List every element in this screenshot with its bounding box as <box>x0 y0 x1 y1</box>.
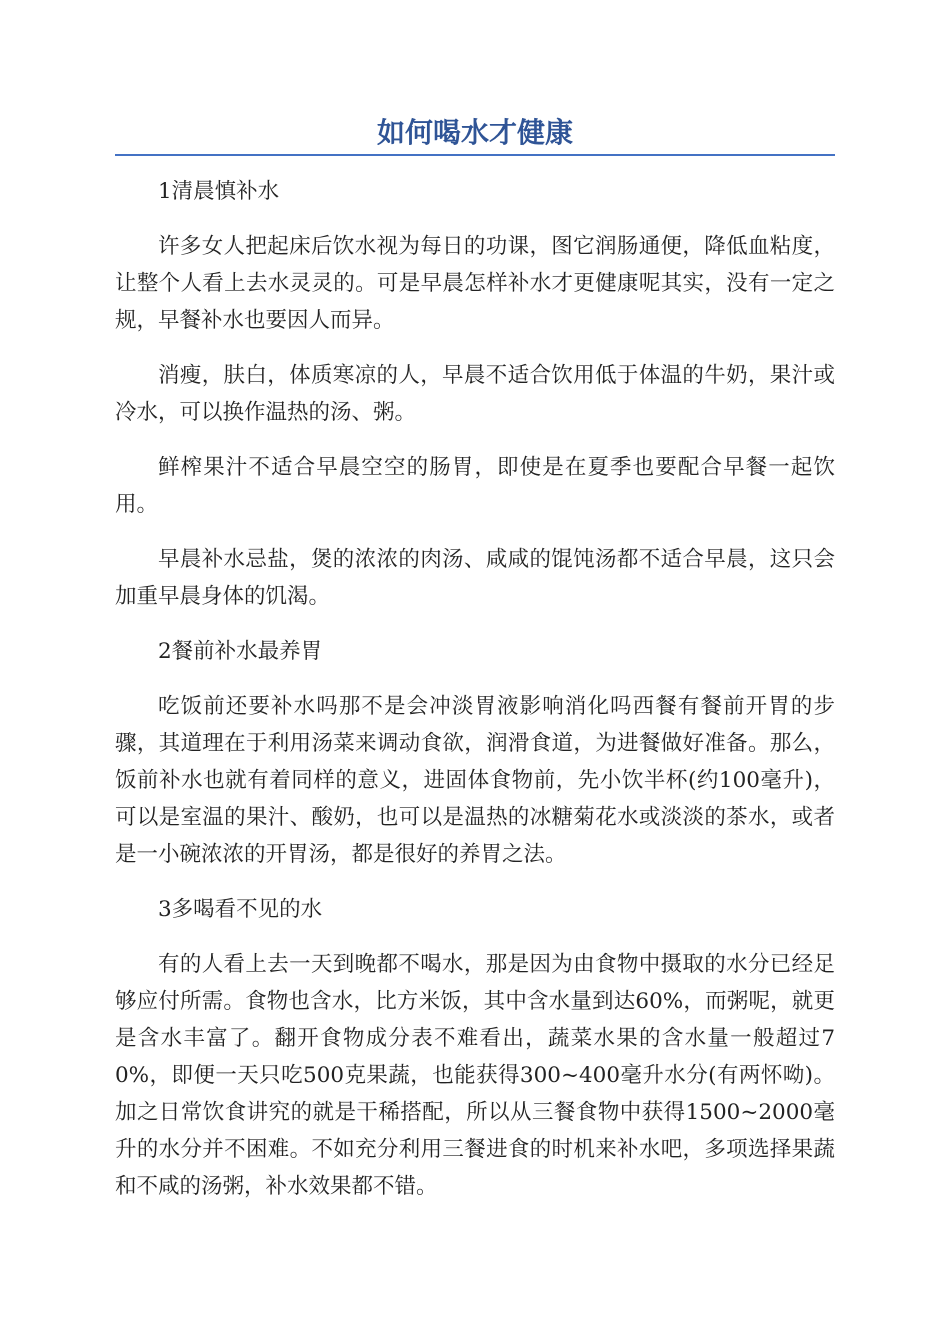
title-underline <box>115 154 835 156</box>
paragraph: 许多女人把起床后饮水视为每日的功课，图它润肠通便，降低血粘度，让整个人看上去水灵灵的。可是早晨怎样补水才更健康呢其实，没有一定之规，早餐补水也要因人而异。 <box>115 234 835 333</box>
document-title: 如何喝水才健康 <box>376 116 573 149</box>
section-heading-2: 2餐前补水最养胃 <box>158 639 323 664</box>
section-heading-1: 1清晨慎补水 <box>158 179 280 204</box>
paragraph: 鲜榨果汁不适合早晨空空的肠胃，即使是在夏季也要配合早餐一起饮用。 <box>115 455 835 517</box>
section-heading-3: 3多喝看不见的水 <box>158 897 323 922</box>
paragraph: 有的人看上去一天到晚都不喝水，那是因为由食物中摄取的水分已经足够应付所需。食物也含水，比方米饭，其中含水量到达60%，而粥呢，就更是含水丰富了。翻开食物成分表不难看出，蔬菜水果的含水量一般超过70%，即便一天只吃500克果蔬，也能获得300~400毫升水分(有两怀呦)。加之日常饮食讲究的就是干稀搭配，所以从三餐食物中获得1500~2000毫升的水分并不困难。不如充分利用三餐进食的时机来补水吧，多项选择果蔬和不咸的汤粥，补水效果都不错。 <box>115 952 835 1199</box>
document-body <box>115 173 835 1223</box>
paragraph: 消瘦，肤白，体质寒凉的人，早晨不适合饮用低于体温的牛奶，果汁或冷水，可以换作温热的汤、粥。 <box>115 363 835 425</box>
paragraph: 早晨补水忌盐，煲的浓浓的肉汤、咸咸的馄饨汤都不适合早晨，这只会加重早晨身体的饥渴。 <box>115 547 835 609</box>
paragraph: 吃饭前还要补水吗那不是会冲淡胃液影响消化吗西餐有餐前开胃的步骤，其道理在于利用汤菜来调动食欲，润滑食道，为进餐做好准备。那么，饭前补水也就有着同样的意义，进固体食物前，先小饮半杯(约100毫升)，可以是室温的果汁、酸奶，也可以是温热的冰糖菊花水或淡淡的茶水，或者是一小碗浓浓的开胃汤，都是很好的养胃之法。 <box>115 694 835 867</box>
